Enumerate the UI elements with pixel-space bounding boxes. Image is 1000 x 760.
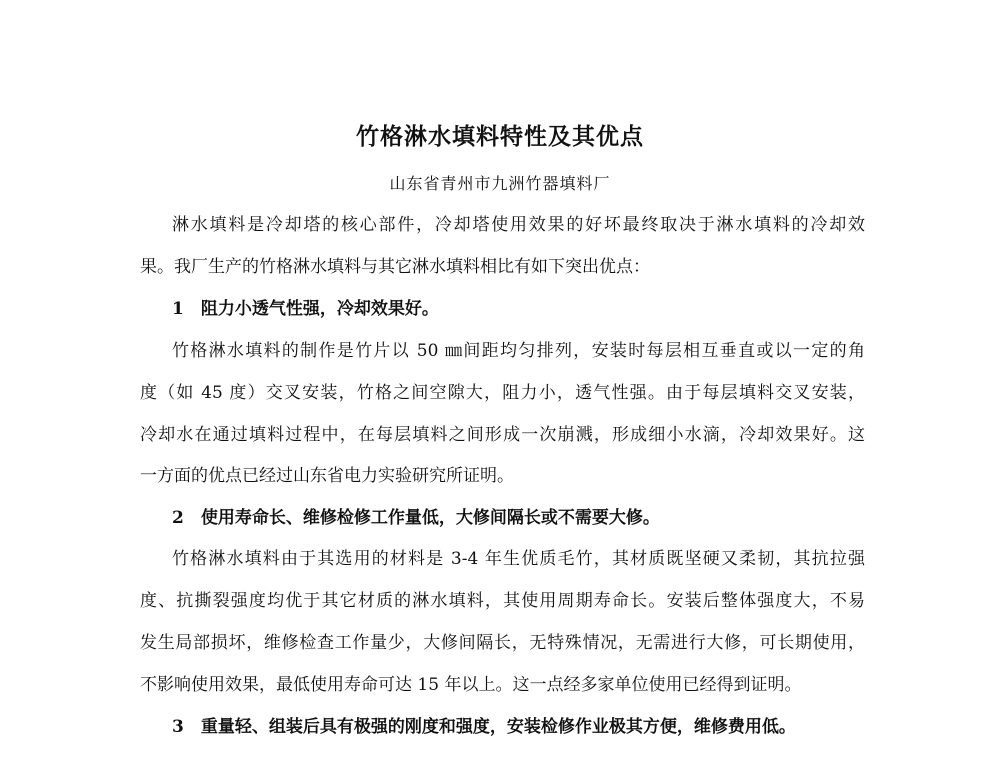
paragraph-line: 冷却水在通过填料过程中，在每层填料之间形成一次崩溅，形成细小水滴，冷却效果好。这: [140, 425, 865, 445]
section-heading-2: 2 使用寿命长、维修检修工作量低，大修间隔长或不需要大修。: [172, 508, 660, 528]
paragraph-line: 不影响使用效果，最低使用寿命可达 15 年以上。这一点经多家单位使用已经得到证明。: [140, 675, 802, 695]
paragraph-line: 竹格淋水填料的制作是竹片以 50 ㎜间距均匀排列，安装时每层相互垂直或以一定的角: [172, 341, 865, 361]
paragraph-line: 淋水填料是冷却塔的核心部件，冷却塔使用效果的好坏最终取决于淋水填料的冷却效: [172, 215, 865, 235]
section-heading-1: 1 阻力小透气性强，冷却效果好。: [172, 299, 439, 319]
paragraph-line: 竹格淋水填料由于其选用的材料是 3-4 年生优质毛竹，其材质既坚硬又柔韧，其抗拉强: [172, 549, 865, 569]
paragraph-line: 一方面的优点已经过山东省电力实验研究所证明。: [140, 466, 514, 486]
paragraph-line: 度、抗撕裂强度均优于其它材质的淋水填料，其使用周期寿命长。安装后整体强度大，不易: [140, 591, 865, 611]
section-heading-3: 3 重量轻、组装后具有极强的刚度和强度，安装检修作业极其方便，维修费用低。: [172, 717, 796, 737]
paragraph-line: 度（如 45 度）交叉安装，竹格之间空隙大，阻力小，透气性强。由于每层填料交叉安装，: [140, 383, 865, 403]
paragraph-line: 发生局部损坏，维修检查工作量少，大修间隔长，无特殊情况，无需进行大修，可长期使用，: [140, 633, 865, 653]
document-subtitle: 山东省青州市九洲竹器填料厂: [389, 174, 611, 193]
document-title: 竹格淋水填料特性及其优点: [356, 123, 644, 150]
paragraph-line: 果。我厂生产的竹格淋水填料与其它淋水填料相比有如下突出优点：: [140, 257, 650, 277]
